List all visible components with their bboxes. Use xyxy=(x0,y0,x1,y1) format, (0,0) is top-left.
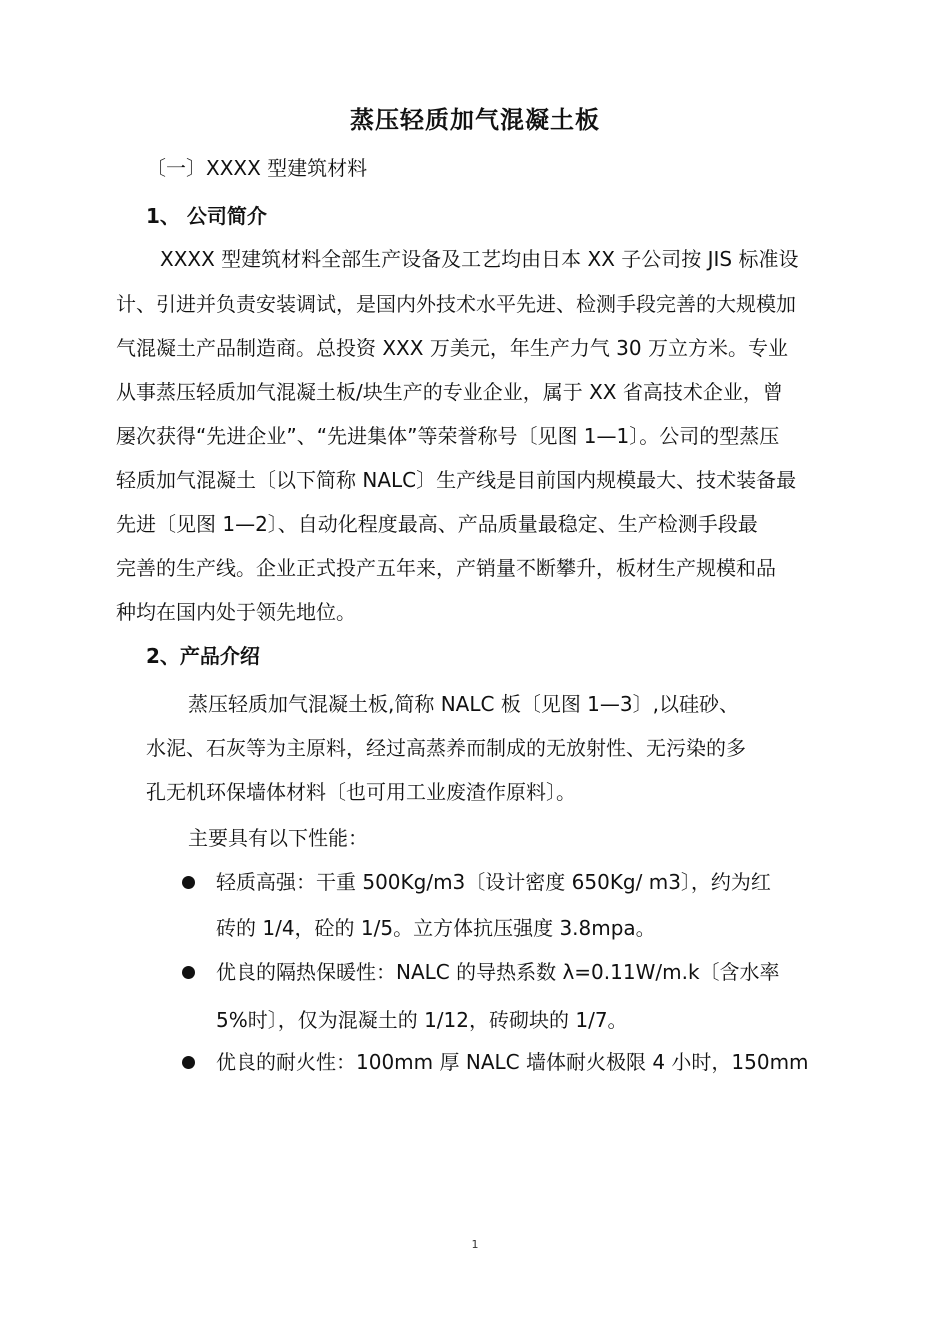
section-1-line: 屡次获得“先进企业”、“先进集体”等荣誉称号〔见图 1—1〕。公司的型蒸压 xyxy=(116,424,780,448)
section-1-line: 气混凝土产品制造商。总投资 XXX 万美元，年生产力气 30 万立方米。专业 xyxy=(116,336,788,360)
section-1-line: 种均在国内处于领先地位。 xyxy=(116,600,356,624)
subtitle: 〔一〕XXXX 型建筑材料 xyxy=(146,156,368,180)
section-2-line: 主要具有以下性能： xyxy=(188,826,368,850)
page-number: 1 xyxy=(471,1238,479,1251)
section-1-line: 从事蒸压轻质加气混凝土板/块生产的专业企业，属于 XX 省高技术企业，曾 xyxy=(116,380,783,404)
bullet-item-line: 轻质高强：干重 500Kg/m3〔设计密度 650Kg/ m3〕，约为红 xyxy=(216,870,771,894)
section-1-heading: 1、 公司简介 xyxy=(146,204,267,228)
section-2-line: 蒸压轻质加气混凝土板,简称 NALC 板〔见图 1—3〕,以硅砂、 xyxy=(188,692,739,716)
section-1-line: 完善的生产线。企业正式投产五年来，产销量不断攀升，板材生产规模和品 xyxy=(116,556,776,580)
section-1-line: XXXX 型建筑材料全部生产设备及工艺均由日本 XX 子公司按 JIS 标准设 xyxy=(160,247,799,271)
section-1-line: 先进〔见图 1—2〕、自动化程度最高、产品质量最稳定、生产检测手段最 xyxy=(116,512,758,536)
bullet-icon xyxy=(182,876,195,889)
section-2-heading: 2、产品介绍 xyxy=(146,644,260,668)
section-2-line: 水泥、石灰等为主原料，经过高蒸养而制成的无放射性、无污染的多 xyxy=(146,736,746,760)
section-1-line: 轻质加气混凝土〔以下简称 NALC〕生产线是目前国内规模最大、技术装备最 xyxy=(116,468,797,492)
bullet-item-line: 优良的耐火性：100mm 厚 NALC 墙体耐火极限 4 小时，150mm xyxy=(216,1050,809,1074)
section-1-line: 计、引进并负责安装调试，是国内外技术水平先进、检测手段完善的大规模加 xyxy=(116,292,796,316)
bullet-item-line: 5%时〕，仅为混凝土的 1/12，砖砌块的 1/7。 xyxy=(216,1008,628,1032)
section-2-line: 孔无机环保墙体材料〔也可用工业废渣作原料〕。 xyxy=(146,780,576,804)
document-title: 蒸压轻质加气混凝土板 xyxy=(350,106,600,134)
bullet-item-line: 优良的隔热保暖性：NALC 的导热系数 λ=0.11W/m.k〔含水率 xyxy=(216,960,780,984)
bullet-item-line: 砖的 1/4，砼的 1/5。立方体抗压强度 3.8mpa。 xyxy=(216,916,656,940)
bullet-icon xyxy=(182,966,195,979)
bullet-icon xyxy=(182,1056,195,1069)
